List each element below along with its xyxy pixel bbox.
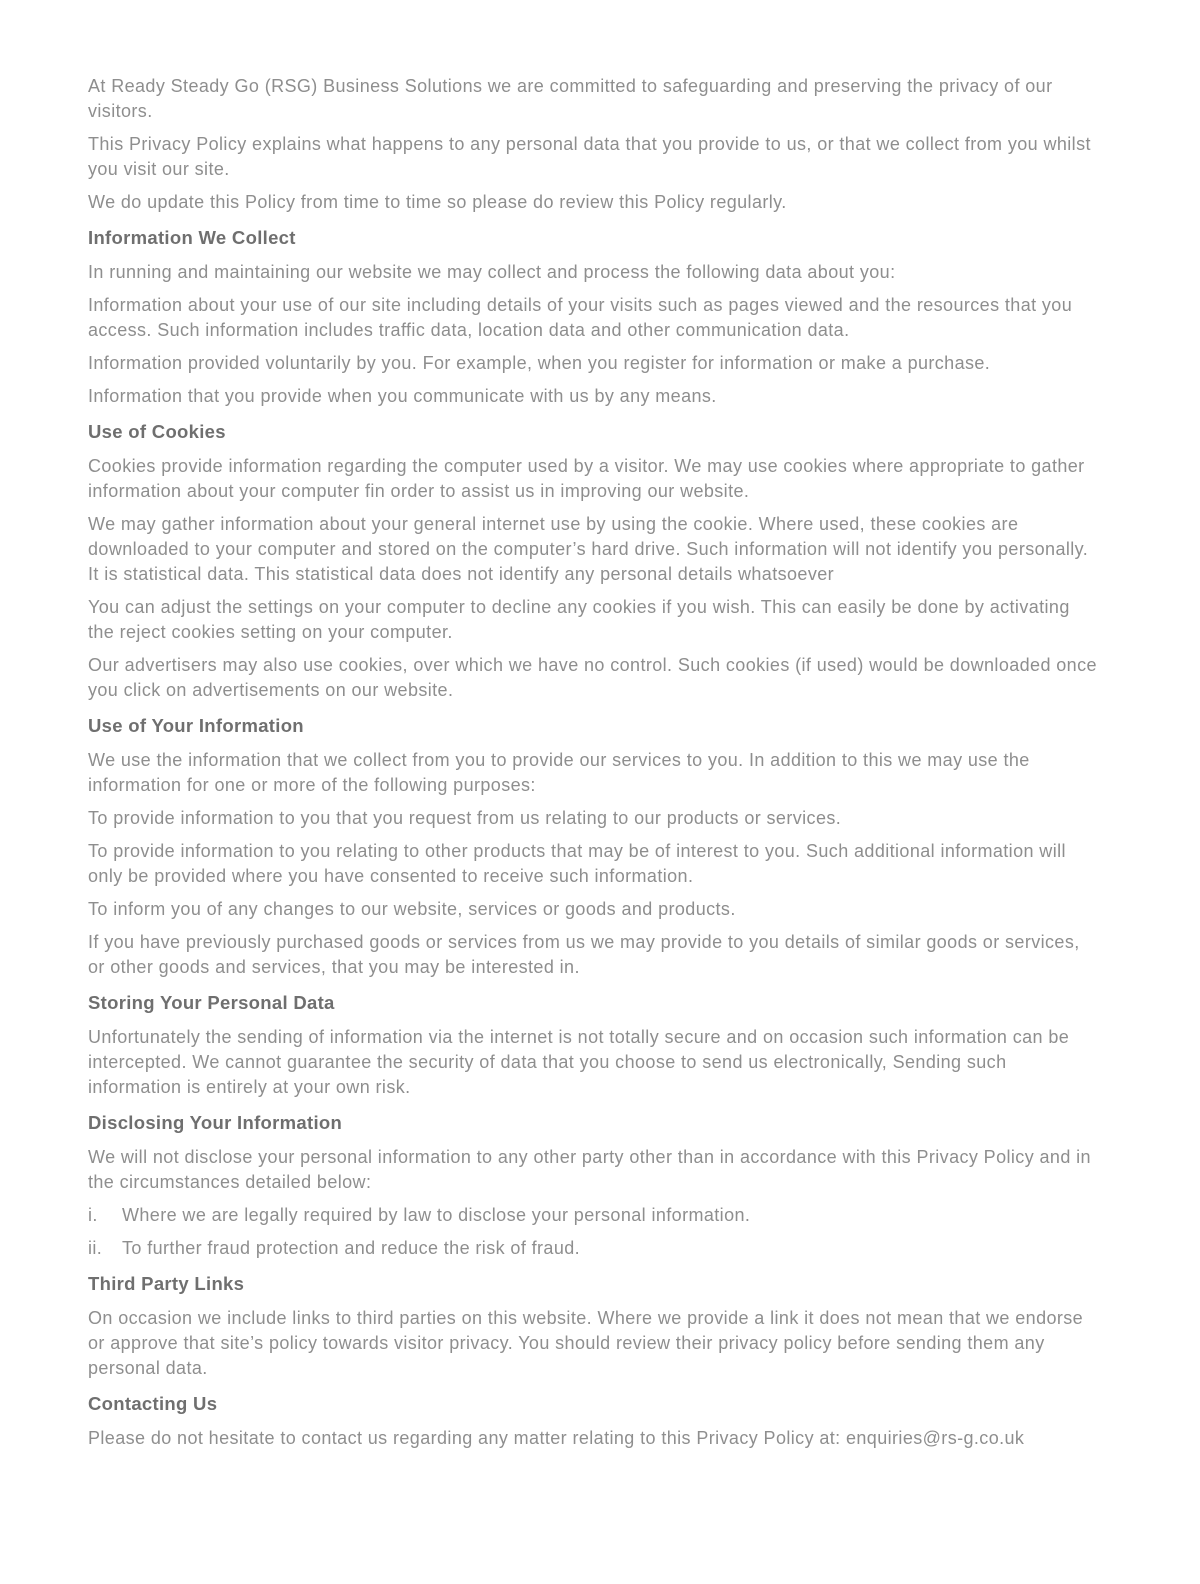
section-heading-storing-personal-data: Storing Your Personal Data [88,992,335,1013]
list-item-fraud-protection [88,1236,1100,1261]
paragraph-advertisers-cookies: Our advertisers may also use cookies, over which we have no control. Such cookies (if used) would be downloaded once you click on advertisements on our website. [88,655,1097,700]
section-heading-use-of-your-information: Use of Your Information [88,715,304,736]
paragraph-cookies-provide: Cookies provide information regarding the computer used by a visitor. We may use cookies where appropriate to gather information about your computer fin order to assist us in improving our website. [88,456,1085,501]
list-marker-ii: ii. [88,1238,103,1258]
paragraph-third-party-links: On occasion we include links to third parties on this website. Where we provide a link it does not mean that we endorse or approve that site’s policy towards visitor privacy. You should review their privacy policy before sending them any personal data. [88,1308,1084,1378]
section-heading-use-of-cookies: Use of Cookies [88,421,226,442]
paragraph-provide-other-products: To provide information to you relating to other products that may be of interest to you. Such additional information will only be provided where you have consented to receive such information. [88,841,1066,886]
paragraph-policy-explains: This Privacy Policy explains what happens to any personal data that you provide to us, or that we collect from you whilst you visit our site. [88,134,1091,179]
section-heading-third-party-links: Third Party Links [88,1273,245,1294]
paragraph-intro-commitment: At Ready Steady Go (RSG) Business Solutions we are committed to safeguarding and preserving the privacy of our visitors. [88,76,1053,121]
paragraph-provide-requested-info: To provide information to you that you request from us relating to our products or services. [88,808,842,828]
paragraph-no-disclosure: We will not disclose your personal information to any other party other than in accordance with this Privacy Policy and in the circumstances detailed below: [88,1147,1091,1192]
paragraph-internet-security: Unfortunately the sending of information via the internet is not totally secure and on occasion such information can be intercepted. We cannot guarantee the security of data that you choose to send us electronically, Sending such information is entirely at your own risk. [88,1027,1070,1097]
paragraph-use-info-services: We use the information that we collect from you to provide our services to you. In addition to this we may use the information for one or more of the following purposes: [88,750,1030,795]
paragraph-communication-info: Information that you provide when you communicate with us by any means. [88,386,717,406]
list-marker-i: i. [88,1205,98,1225]
paragraph-cookies-decline: You can adjust the settings on your computer to decline any cookies if you wish. This can easily be done by activating the reject cookies setting on your computer. [88,597,1070,642]
paragraph-inform-changes: To inform you of any changes to our website, services or goods and products. [88,899,736,919]
document-content [88,74,1100,1451]
paragraph-similar-goods: If you have previously purchased goods or services from us we may provide to you details of similar goods or services, or other goods and services, that you may be interested in. [88,932,1080,977]
list-item-text: To further fraud protection and reduce the risk of fraud. [122,1238,581,1258]
paragraph-contact-email: Please do not hesitate to contact us regarding any matter relating to this Privacy Policy at: enquiries@rs-g.co.uk [88,1428,1025,1448]
paragraph-cookies-gather: We may gather information about your general internet use by using the cookie. Where used, these cookies are downloaded to your computer and stored on the computer’s hard drive. Such information will not identify you personally. It is statistical data. This statistical data does not identify any personal details whatsoever [88,514,1089,584]
section-heading-information-we-collect: Information We Collect [88,227,296,248]
paragraph-voluntary-info: Information provided voluntarily by you. For example, when you register for information or make a purchase. [88,353,991,373]
paragraph-policy-updates: We do update this Policy from time to time so please do review this Policy regularly. [88,192,787,212]
section-heading-disclosing-information: Disclosing Your Information [88,1112,343,1133]
paragraph-collect-process: In running and maintaining our website we may collect and process the following data about you: [88,262,896,282]
list-item-legal-requirement [88,1203,1100,1228]
section-heading-contacting-us: Contacting Us [88,1393,218,1414]
paragraph-site-usage-info: Information about your use of our site including details of your visits such as pages viewed and the resources that you access. Such information includes traffic data, location data and other communication data. [88,295,1073,340]
list-item-text: Where we are legally required by law to disclose your personal information. [122,1205,751,1225]
